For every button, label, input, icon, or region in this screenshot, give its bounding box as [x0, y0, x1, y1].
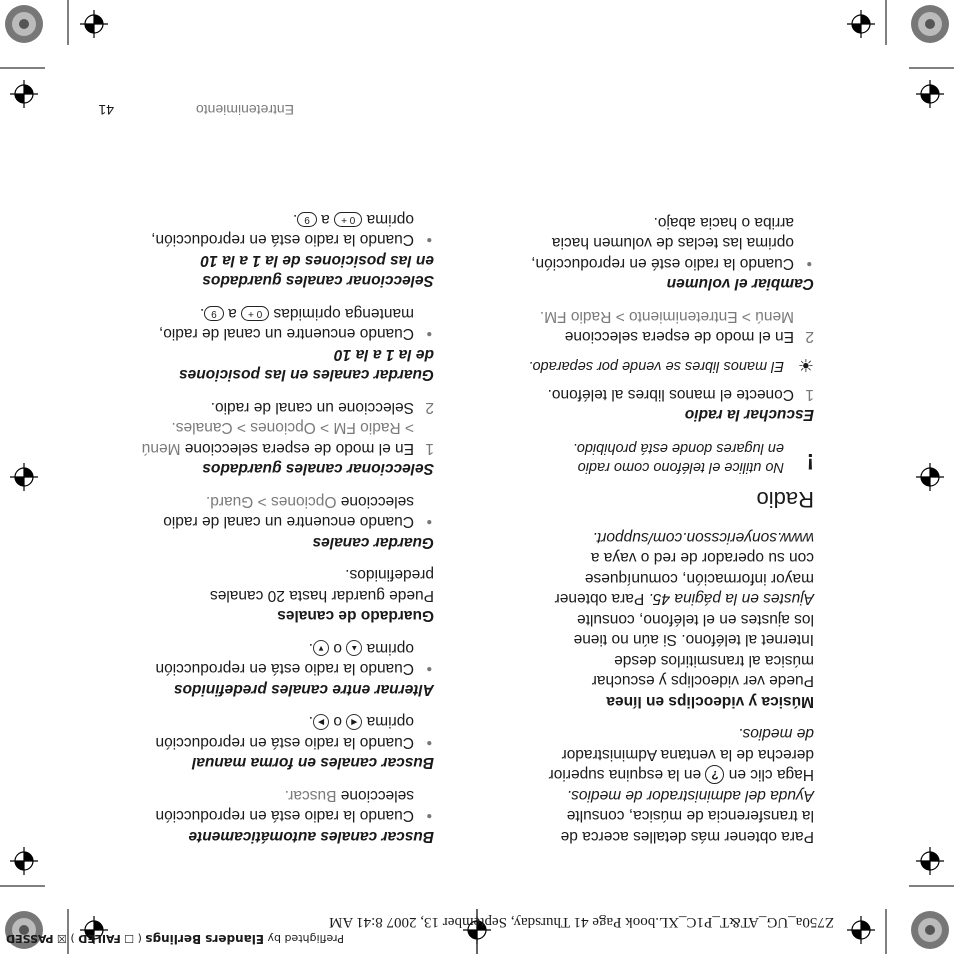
- manual-search-item: • Cuando la radio está en reproducción oprima ◀ o ▶.: [104, 711, 434, 752]
- radio-title: Radio: [756, 487, 814, 513]
- right-column: [104, 209, 434, 847]
- intro-paragraph: Para obtener más detalles acerca de la transferencia de música, consulte Ayuda del administrador de medios. Haga clic en ? en la esquina superior derecha de la ventana Administrador de medios.: [548, 725, 814, 845]
- save-heading: Guardar canales: [312, 534, 434, 551]
- select-heading: Seleccionar canales guardados: [202, 460, 434, 478]
- alternate-heading: Alternar entre canales predefinidos: [173, 681, 434, 698]
- key-zero-icon: 0 +: [241, 306, 269, 321]
- saving-heading: Guardado de canales: [277, 607, 434, 625]
- section-name: Entretenimiento: [195, 102, 294, 118]
- select-step-2: 2 Seleccione un canal de radio.: [210, 399, 434, 416]
- running-header: [94, 102, 294, 118]
- saving-paragraph: Puede guardar hasta 20 canales predefinidos.: [209, 566, 434, 604]
- preflight-stamp: Preflighted by Elanders Berlings ( ☐ FAILED ) ☒ PASSED: [5, 932, 344, 946]
- save-positions-item: • Cuando encuentre un canal de radio, mantenga oprimidas 0 + a 9.: [104, 303, 434, 344]
- key-nine-icon: 9: [204, 306, 224, 321]
- file-slug: Z750a_UG_AT&T_P1C_XL.book Page 41 Thursday, September 13, 2007 8:41 AM: [329, 914, 834, 930]
- preflight-label: Preflighted by: [267, 932, 344, 945]
- nav-down-icon: ▼: [313, 640, 329, 656]
- online-paragraph: Puede ver videoclips y escuchar música al transmitirlos desde Internet al teléfono. Si aún no tiene los ajustes en el teléfono, consulte Ajustes en la página 45. Para obtener mayor información, comuníquese con su operador de red o vaya a www.sonyericsson.com/support.: [554, 529, 814, 690]
- save-positions-heading: Guardar canales en las posiciones de la 1 a la 10: [178, 346, 434, 384]
- key-zero-icon: 0 +: [334, 212, 362, 227]
- left-column: [484, 212, 814, 847]
- listen-step-2: 2 En el modo de espera seleccione Menú > Entretenimiento > Radio FM.: [539, 308, 814, 346]
- key-nine-icon: 9: [297, 212, 317, 227]
- select-step-1: 1 En el modo de espera seleccione Menú > Radio FM > Opciones > Canales.: [141, 419, 434, 457]
- listen-step-1: 1 Conecte el manos libres al teléfono.: [547, 386, 814, 403]
- nav-left-icon: ◀: [346, 714, 362, 730]
- page-number: 41: [98, 102, 114, 118]
- select-positions-item: • Cuando la radio está en reproducción, oprima 0 + a 9.: [104, 209, 434, 250]
- lightbulb-icon: ☀: [797, 355, 814, 376]
- warning-note: ! No utilice el teléfono como radio en lugares donde está prohibido.: [572, 440, 814, 476]
- nav-up-icon: ▲: [346, 640, 362, 656]
- manual-search-heading: Buscar canales en forma manual: [191, 754, 434, 772]
- failed-label: FAILED: [78, 932, 121, 945]
- company-name: Elanders Berlings: [145, 932, 265, 946]
- passed-label: PASSED: [5, 932, 54, 945]
- failed-checkbox-icon: ☐: [124, 932, 135, 945]
- auto-search-heading: Buscar canales automáticamente: [188, 828, 434, 845]
- volume-heading: Cambiar el volumen: [666, 275, 814, 293]
- select-positions-heading: Seleccionar canales guardados en las posiciones de la 1 a la 10: [200, 252, 434, 290]
- save-item: • Cuando encuentre un canal de radio seleccione Opciones > Guard.: [104, 491, 434, 532]
- listen-heading: Escuchar la radio: [684, 406, 814, 424]
- auto-search-item: • Cuando la radio está en reproducción seleccione Buscar.: [104, 785, 434, 826]
- help-icon: ?: [705, 765, 724, 784]
- passed-checkbox-icon: ☒: [57, 932, 67, 945]
- online-heading: Música y videoclips en línea: [606, 693, 814, 710]
- tip-note: ☀ El manos libres se vende por separado.: [528, 355, 814, 376]
- volume-item: • Cuando la radio esté en reproducción, oprima las teclas de volumen hacia arriba o hacia abajo.: [484, 212, 814, 274]
- nav-right-icon: ▶: [313, 714, 329, 730]
- warning-icon: !: [806, 449, 814, 475]
- alternate-item: • Cuando la radio está en reproducción oprima ▲ o ▼.: [104, 638, 434, 679]
